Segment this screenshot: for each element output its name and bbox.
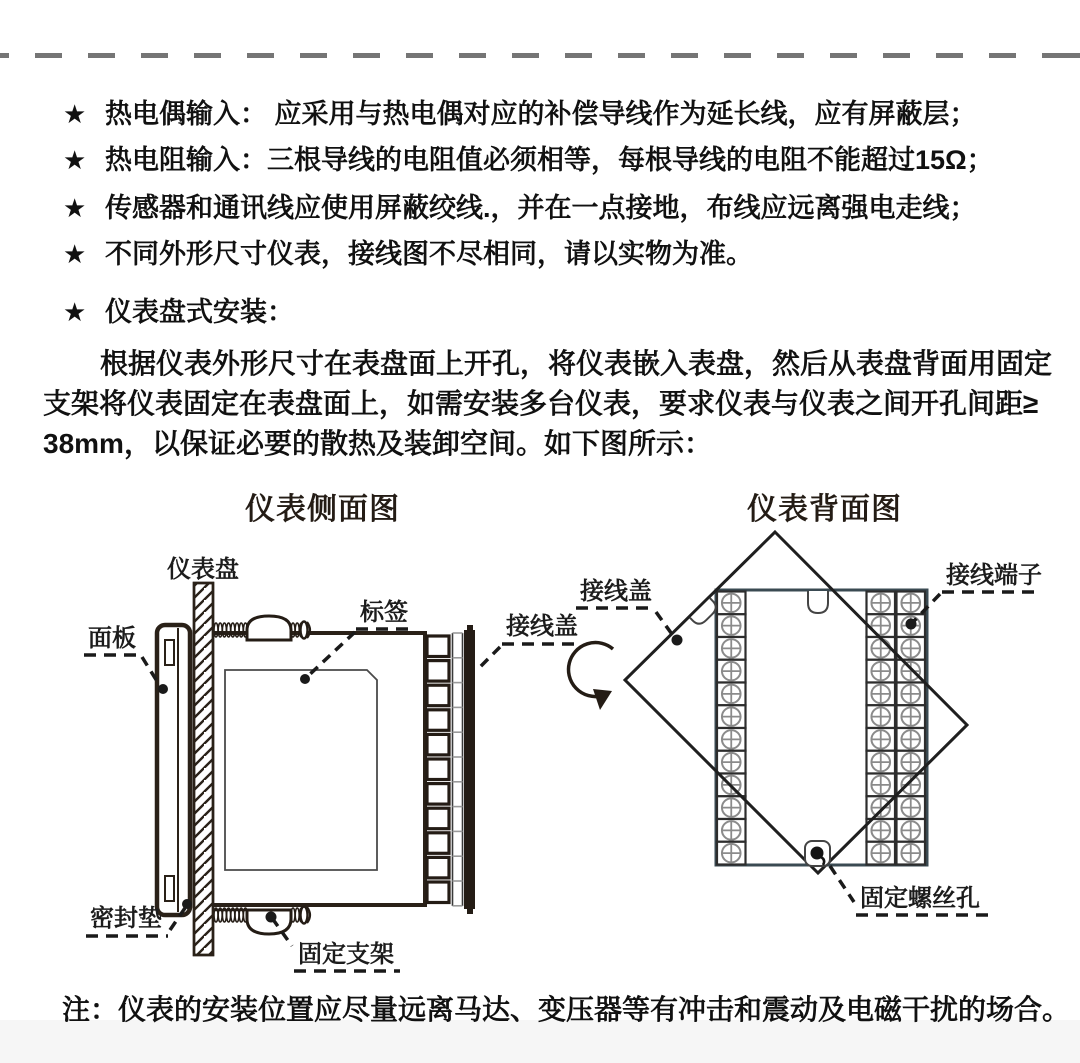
label-seal-gasket: 密封垫: [90, 905, 162, 932]
fixing-screw: [805, 841, 830, 866]
note-text: 注：仪表的安装位置应尽量远离马达、变压器等有冲击和震动及电磁干扰的场合。: [62, 994, 1071, 1025]
bullet-text: 不同外形尺寸仪表，接线图不尽相同，请以实物为准。: [105, 239, 753, 269]
tag-area: [225, 670, 377, 870]
leader-dot: [300, 674, 310, 684]
terminal-block-stack: [427, 636, 449, 903]
front-bezel: [157, 625, 190, 915]
label-terminal-block: 接线端子: [946, 562, 1042, 589]
label-panel-board: 仪表盘: [167, 556, 239, 583]
star-icon: ★: [63, 239, 87, 269]
star-icon: ★: [63, 99, 87, 129]
back-view-diagram: [569, 532, 1042, 915]
leader-dot: [182, 899, 192, 909]
side-view-diagram: [84, 555, 580, 971]
rotate-arrow: [569, 643, 613, 710]
label-fixing-screw-hole: 固定螺丝孔: [860, 885, 980, 912]
star-icon: ★: [63, 193, 87, 223]
mounting-screw-top: [213, 616, 310, 640]
mounting-bracket-top: [247, 616, 291, 640]
leader-dot: [158, 684, 168, 694]
paragraph-line: 支架将仪表固定在表盘面上，如需安装多台仪表，要求仪表与仪表之间开孔间距≥: [43, 388, 1039, 419]
star-icon: ★: [63, 145, 87, 175]
label-terminal-cover-side: 接线盖: [506, 613, 578, 640]
bullet-text: 热电偶输入： 应采用与热电偶对应的补偿导线作为延长线，应有屏蔽层；: [105, 99, 977, 129]
top-notch: [808, 591, 828, 613]
bullet-text: 传感器和通讯线应使用屏蔽绞线.，并在一点接地，布线应远离强电走线；: [105, 193, 977, 223]
back-view-title: 仪表背面图: [747, 493, 902, 526]
terminal-ladder: [453, 633, 463, 906]
paragraph-line: 38mm，以保证必要的散热及装卸空间。如下图所示：: [43, 428, 712, 459]
label-fixing-bracket: 固定支架: [298, 941, 394, 968]
panel-cutout-hatch: [194, 583, 213, 955]
leader-dot: [266, 912, 277, 923]
star-icon: ★: [63, 297, 87, 327]
leader-dot: [672, 635, 683, 646]
mounting-screw-bottom: [213, 907, 310, 935]
label-terminal-cover-back: 接线盖: [580, 578, 652, 605]
bullet-text: 仪表盘式安装：: [105, 297, 294, 327]
label-front-panel: 面板: [88, 625, 136, 652]
terminal-cover-bar: [464, 625, 475, 914]
bullet-text: 热电阻输入：三根导线的电阻值必须相等，每根导线的电阻不能超过15Ω；: [105, 145, 994, 175]
label-tag: 标签: [360, 599, 408, 626]
side-view-title: 仪表侧面图: [245, 493, 400, 526]
leader-dot: [906, 619, 917, 630]
paragraph-line: 根据仪表外形尺寸在表盘面上开孔，将仪表嵌入表盘，然后从表盘背面用固定: [100, 348, 1053, 379]
